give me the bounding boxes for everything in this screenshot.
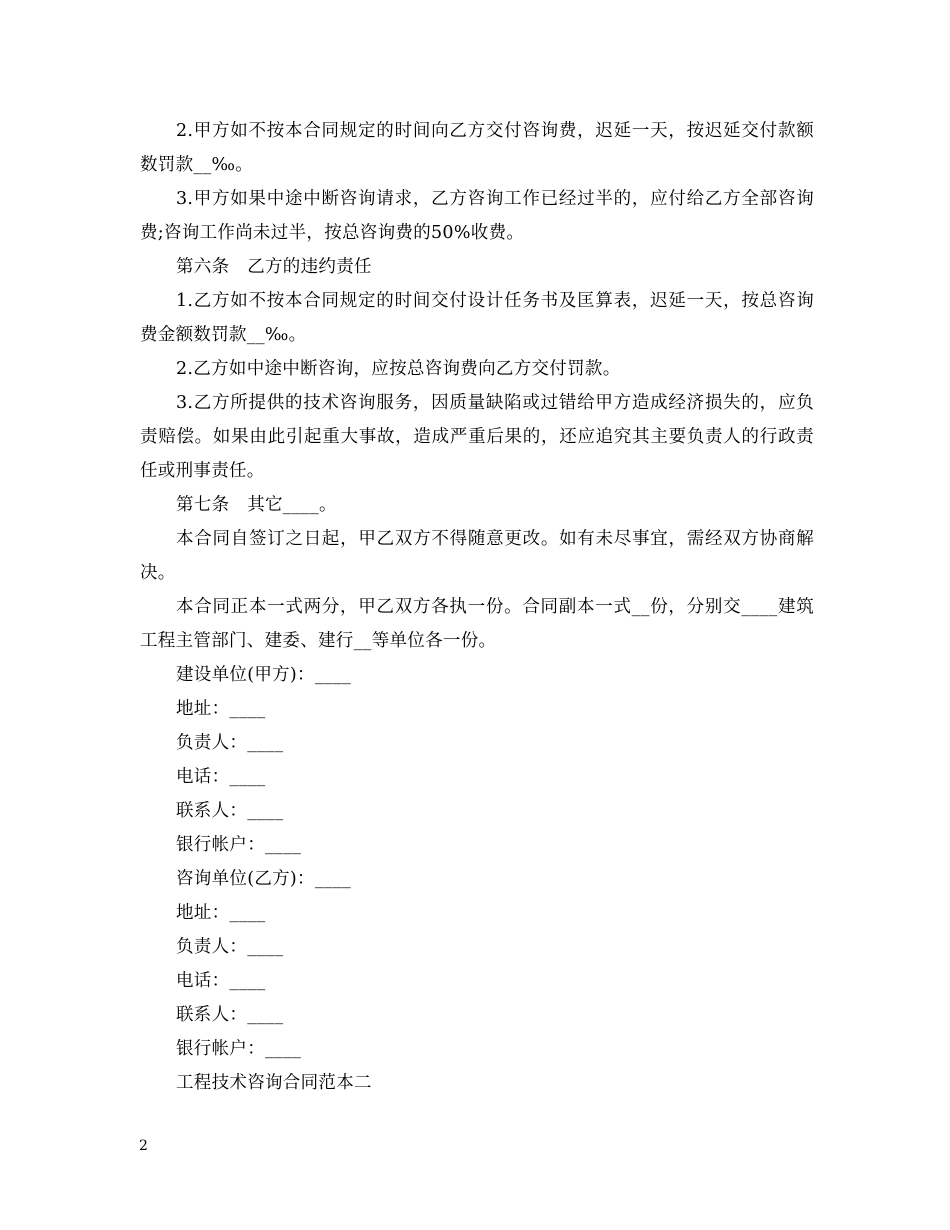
template-title: 工程技术咨询合同范本二	[176, 1073, 372, 1093]
party-b-manager-field: 负责人：____	[176, 937, 284, 957]
party-a-phone-field: 电话：____	[176, 767, 266, 787]
party-b-unit-field: 咨询单位(乙方)：____	[176, 869, 352, 889]
section-heading: 第七条 其它____。	[176, 495, 337, 515]
party-a-unit-field: 建设单位(甲方)：____	[176, 665, 352, 685]
party-a-manager-field: 负责人：____	[176, 733, 284, 753]
paragraph: 2.甲方如不按本合同规定的时间向乙方交付咨询费，迟延一天，按迟延交付款额数罚款__‰。	[140, 121, 814, 175]
party-b-bank-account-field: 银行帐户：____	[176, 1039, 302, 1059]
paragraph: 1.乙方如不按本合同规定的时间交付设计任务书及匡算表，迟延一天，按总咨询费金额数罚款__‰。	[140, 291, 814, 345]
paragraph: 2.乙方如中途中断咨询，应按总咨询费向乙方交付罚款。	[176, 359, 621, 379]
party-b-address-field: 地址：____	[176, 903, 266, 923]
party-a-address-field: 地址：____	[176, 699, 266, 719]
paragraph: 3.乙方所提供的技术咨询服务，因质量缺陷或过错给甲方造成经济损失的，应负责赔偿。如果由此引起重大事故，造成严重后果的，还应追究其主要负责人的行政责任或刑事责任。	[140, 393, 814, 481]
party-b-contact-field: 联系人：____	[176, 1005, 284, 1025]
paragraph: 本合同自签订之日起，甲乙双方不得随意更改。如有未尽事宜，需经双方协商解决。	[140, 529, 814, 583]
party-a-bank-account-field: 银行帐户：____	[176, 835, 302, 855]
section-heading: 第六条 乙方的违约责任	[176, 257, 372, 277]
page-number: 2	[139, 1138, 148, 1154]
paragraph: 本合同正本一式两分，甲乙双方各执一份。合同副本一式__份，分别交____建筑工程主管部门、建委、建行__等单位各一份。	[140, 597, 814, 651]
paragraph: 3.甲方如果中途中断咨询请求，乙方咨询工作已经过半的，应付给乙方全部咨询费;咨询工作尚未过半，按总咨询费的50%收费。	[140, 189, 814, 243]
party-a-contact-field: 联系人：____	[176, 801, 284, 821]
document-body	[140, 114, 814, 1100]
party-b-phone-field: 电话：____	[176, 971, 266, 991]
